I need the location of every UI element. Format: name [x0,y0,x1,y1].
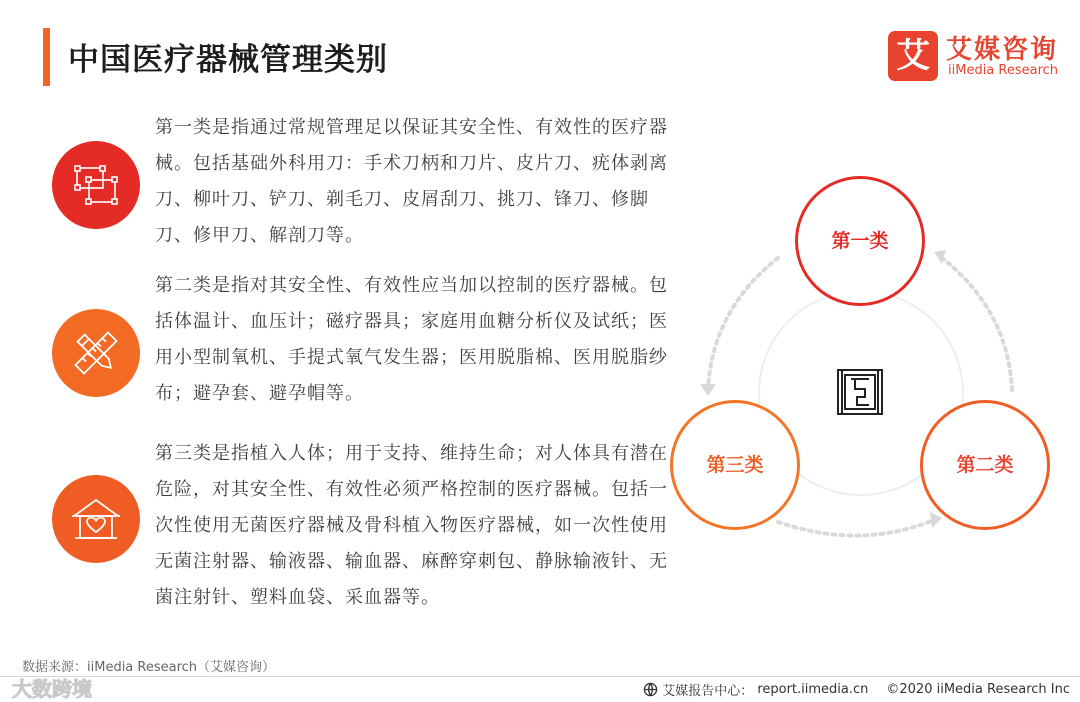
brand-name-cn: 艾媒咨询 [946,35,1059,65]
vector-nodes-icon [71,160,121,210]
footer-divider [0,676,1080,677]
page-title: 中国医疗器械管理类别 [68,42,388,78]
footer-bar [643,680,1070,699]
category-one-badge [52,141,140,229]
category-three-text: 第三类是指植入人体；用于支持、维持生命；对人体具有潜在危险，对其安全性、有效性必须严格控制的医疗器械。包括一次性使用无菌医疗器械及骨科植入物医疗器械，如一次性使用无菌注射器、输液器、输血器、麻醉穿刺包、静脉输液针、无菌注射针、塑料血袋、采血器等。 [155,443,668,608]
copyright: ©2020 iiMedia Research Inc [886,682,1070,697]
house-heart-icon [71,494,121,544]
category-two-badge [52,309,140,397]
pencil-ruler-icon [71,328,121,378]
medical-device-icon [835,367,885,417]
category-one-text: 第一类是指通过常规管理足以保证其安全性、有效性的医疗器械。包括基础外科用刀：手术刀柄和刀片、皮片刀、疣体剥离刀、柳叶刀、铲刀、剃毛刀、皮屑刮刀、挑刀、锋刀、修脚刀、修甲刀、解剖刀等。 [155,117,668,246]
report-center-label: 艾媒报告中心： [662,684,754,699]
brand-logo [888,31,1068,81]
cycle-item-one: 第一类 [795,176,925,306]
category-three-badge [52,475,140,563]
brand-mark: 艾 [888,31,938,81]
category-two-text: 第二类是指对其安全性、有效性应当加以控制的医疗器械。包括体温计、血压计；磁疗器具；家庭用血糖分析仪及试纸；医用小型制氧机、手提式氧气发生器；医用脱脂棉、医用脱脂纱布；避孕套、避孕帽等。 [155,275,668,404]
report-center-icon [643,682,658,697]
brand-name-en: iiMedia Research [948,63,1059,78]
cycle-item-three: 第三类 [670,400,800,530]
watermark: 大数跨境 [12,677,92,701]
report-url[interactable]: report.iimedia.cn [757,682,869,697]
cycle-item-two: 第二类 [920,400,1050,530]
data-source: 数据来源：iiMedia Research（艾媒咨询） [22,660,276,675]
title-accent-bar [43,28,50,86]
